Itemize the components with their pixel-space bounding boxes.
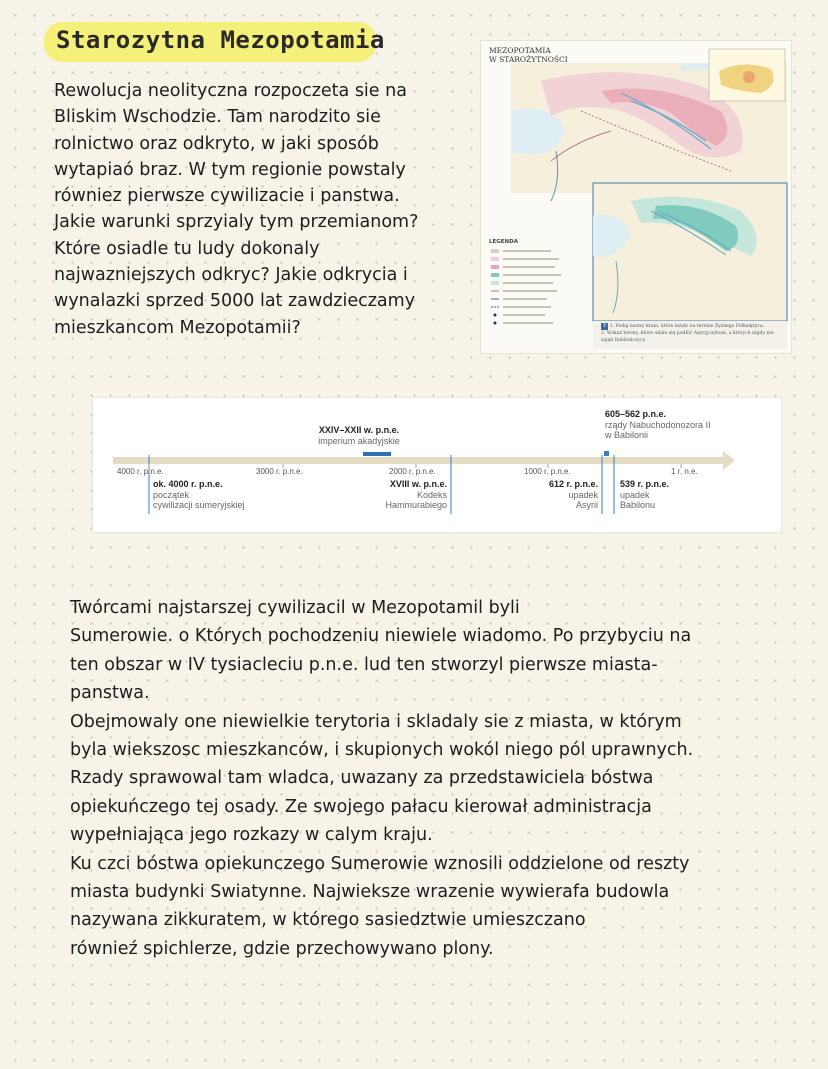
page-title: Starozytna Mezopotamia (56, 26, 385, 54)
history-timeline (92, 397, 782, 533)
timeline-tick: 1000 r. p.n.e. (524, 467, 571, 476)
intro-line: Bliskim Wschodzie. Tam narodzito sie (54, 107, 381, 128)
body-line: Twórcami najstarszej cywilizacil w Mezopotamil byli (70, 598, 520, 618)
timeline-tick: 3000 r. p.n.e. (256, 467, 303, 476)
body-line: opiekuńczego tej osady. Ze swojego pałacu kierował administracja (70, 796, 652, 817)
body-line: panstwa. (70, 683, 150, 704)
timeline-tick: 2000 r. p.n.e. (389, 467, 436, 476)
intro-line: mieszkancom Mezopotamii? (54, 317, 301, 338)
body-line: nazywana zikkuratem, w którego sasiedztwie umieszczano (70, 910, 586, 931)
event-date: XVIII w. p.n.e. (389, 479, 447, 489)
event-text: w Babilonii (605, 430, 649, 440)
timeline-event-nebuchadnezzar (605, 409, 711, 441)
timeline-event-babylon-fall (620, 479, 669, 511)
body-line: wypełniająca jego rozkazy w calym kraju. (70, 825, 433, 846)
event-text: Asyrii (576, 500, 598, 510)
body-line: Rzady sprawowal tam wladca, uwazany za przedstawiciela bóstwa (70, 768, 654, 789)
intro-line: rolnictwo oraz odkryto, w jaki sposób (54, 133, 379, 154)
event-text: imperium akadyjskie (318, 435, 400, 446)
body-line: miasta budynki Swiatynne. Najwieksze wrazenie wywierafa budowla (70, 882, 670, 903)
body-paragraph (70, 594, 730, 963)
intro-line: wytapiaó braz. W tym regionie powstaly (54, 159, 406, 180)
body-line: Sumerowie. o Których pochodzeniu niewiele wiadomo. Po przybyciu na (70, 626, 692, 647)
timeline-event-hammurabi (363, 479, 447, 511)
body-line: ten obszar w IV tysiacleciu p.n.e. lud ten stworzyl pierwsze miasta- (70, 654, 658, 675)
body-line: byla wiekszosc mieszkanców, i skupionych wokól niego pól uprawnych. (70, 740, 694, 761)
map-caption-line: zajęli Babilończycy. (601, 338, 647, 343)
event-date: ok. 4000 r. p.n.e. (153, 479, 223, 489)
body-line: równieź spichlerze, gdzie przechowywano plony. (70, 938, 494, 959)
event-date: 539 r. p.n.e. (620, 479, 670, 489)
title-block (44, 20, 385, 54)
event-text: Kodeks (416, 489, 447, 500)
event-date: 605–562 p.n.e. (605, 409, 667, 419)
intro-paragraph (54, 78, 464, 341)
intro-line: Które osiadle tu ludy dokonaly (54, 238, 320, 259)
event-text: cywilizacji sumeryjskiej (153, 500, 245, 510)
body-line: Obejmowaly one niewielkie terytoria i skladaly sie z miasta, w którym (70, 711, 682, 732)
event-text: Hammurabiego (385, 500, 447, 510)
map-caption-line: 2. Wskaż tereny, które udało się podbić Asyryjczykom, a których nigdy nie (601, 331, 774, 336)
intro-line: równiez pierwsze cywilizacie i panstwa. (54, 186, 400, 207)
mesopotamia-map (480, 40, 792, 354)
timeline-event-assyria (523, 479, 598, 511)
map-caption-line: 1. Podaj nazwy krain, które leżały na terenie Żyznego Półksiężyca. (609, 324, 765, 329)
map-caption-number: ? (603, 324, 606, 329)
intro-line: Jakie warunki sprzyialy tym przemianom? (54, 212, 419, 233)
event-text: upadek (620, 489, 650, 500)
intro-line: Rewolucja neolityczna rozpoczeta sie na (54, 81, 407, 101)
event-text: początek (153, 489, 190, 500)
map-legend-title: LEGENDA (489, 239, 518, 245)
event-text: upadek (568, 489, 598, 500)
event-text: rządy Nabuchodonozora II (605, 419, 711, 430)
event-date: XXIV–XXII w. p.n.e. (318, 425, 400, 435)
timeline-tick: 1 r. n.e. (671, 467, 698, 476)
timeline-tick: 4000 r. p.n.e. (117, 467, 164, 476)
map-title-line: W STAROŻYTNOŚCI (489, 55, 568, 64)
intro-line: wynalazki sprzed 5000 lat zawdzieczamy (54, 291, 416, 312)
body-line: Ku czci bóstwa opiekunczego Sumerowie wznosili oddzielone od reszty (70, 853, 690, 874)
timeline-event-sumer (153, 479, 245, 511)
map-caption (601, 323, 787, 344)
map-graphic (481, 41, 791, 353)
timeline-event-akkad (299, 425, 419, 446)
map-title-line: MEZOPOTAMIA (489, 46, 551, 55)
event-text: Babilonu (620, 500, 656, 510)
event-date: 612 r. p.n.e. (548, 479, 598, 489)
intro-line: najwazniejszych odkryc? Jakie odkrycia i (54, 265, 408, 286)
map-title (489, 46, 568, 64)
